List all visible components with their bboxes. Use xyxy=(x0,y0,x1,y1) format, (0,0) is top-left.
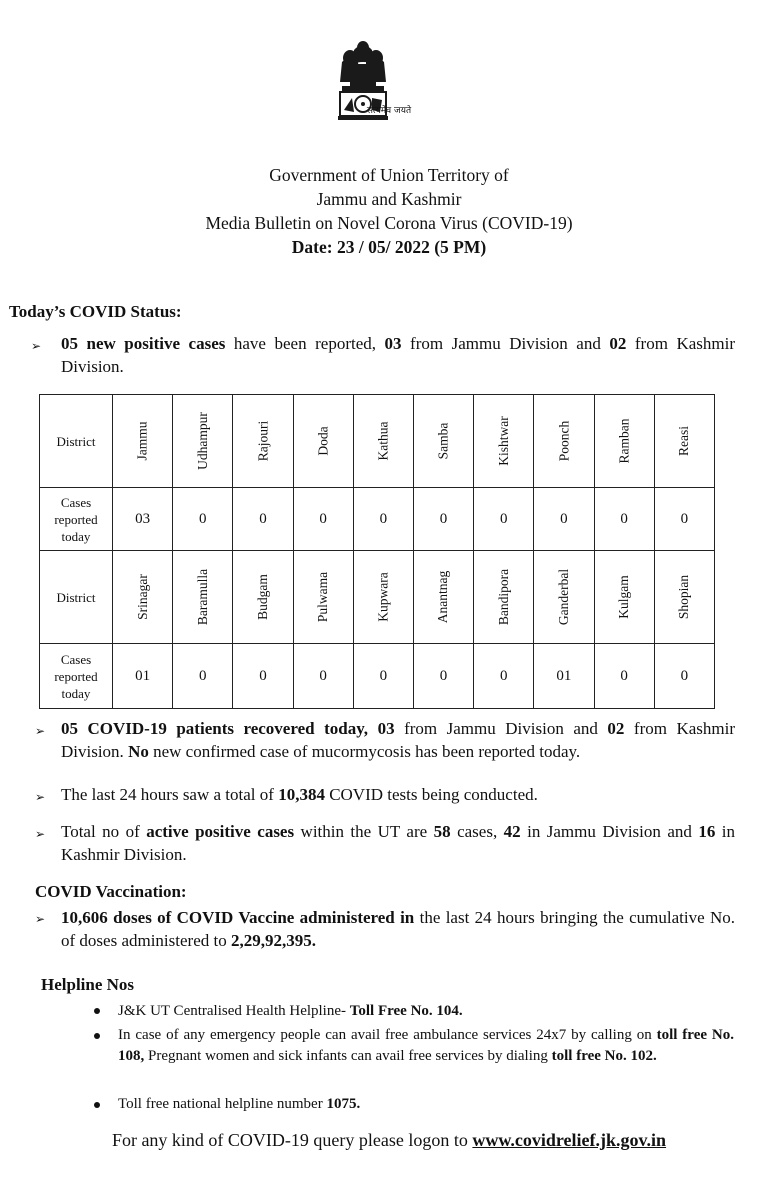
arrow-bullet-icon: ➢ xyxy=(31,339,42,353)
arrow-bullet-icon: ➢ xyxy=(35,827,46,841)
district-cases-table xyxy=(39,394,715,709)
table-row-districts-kashmir xyxy=(40,551,715,644)
case-count: 0 xyxy=(353,488,413,551)
case-count: 0 xyxy=(353,644,413,709)
table-row-cases-kashmir xyxy=(40,644,715,709)
territory-title: Jammu and Kashmir xyxy=(316,189,462,209)
case-count: 0 xyxy=(534,488,594,551)
district-name: Kathua xyxy=(375,421,391,460)
recovered-summary: 05 COVID-19 patients recovered today, 03 from Jammu Division and 02 from Kashmir Division. No new confirmed case of mucormycosis has been reported today. xyxy=(61,719,736,761)
case-count: 0 xyxy=(293,488,353,551)
table-row-cases-jammu xyxy=(40,488,715,551)
cases-label-cell: Cases reported today xyxy=(40,644,113,709)
bulletin-header xyxy=(0,163,778,259)
vaccination-heading: COVID Vaccination: xyxy=(35,882,187,901)
district-label-cell: District xyxy=(40,551,113,644)
case-count: 0 xyxy=(654,488,714,551)
case-count: 0 xyxy=(413,644,473,709)
bullet-dot-icon xyxy=(94,1033,100,1039)
district-name: Kupwara xyxy=(375,571,391,622)
arrow-bullet-icon: ➢ xyxy=(35,724,46,738)
national-emblem xyxy=(324,36,402,154)
vaccination-summary: 10,606 doses of COVID Vaccine administered in the last 24 hours bringing the cumulative No. of doses administered to 2,29,92,395. xyxy=(61,908,735,950)
district-name: Reasi xyxy=(676,425,692,456)
district-name: Rajouri xyxy=(254,420,270,461)
case-count: 0 xyxy=(233,644,293,709)
district-name: Anantnag xyxy=(435,570,451,623)
arrow-bullet-icon: ➢ xyxy=(35,790,46,804)
case-count: 0 xyxy=(413,488,473,551)
bullet-dot-icon xyxy=(94,1008,100,1014)
government-title: Government of Union Territory of xyxy=(269,165,509,185)
case-count: 0 xyxy=(594,644,654,709)
arrow-bullet-icon: ➢ xyxy=(35,912,46,926)
status-heading: Today’s COVID Status: xyxy=(9,302,182,321)
bullet-dot-icon xyxy=(94,1102,100,1108)
bulletin-title: Media Bulletin on Novel Corona Virus (COVID-19) xyxy=(205,213,573,233)
case-count: 01 xyxy=(113,644,173,709)
table-row-districts-jammu xyxy=(40,395,715,488)
ashoka-lion-emblem-icon xyxy=(324,36,402,140)
helpline-item: In case of any emergency people can avail free ambulance services 24x7 by calling on toll free No. 108, Pregnant women and sick infants can avail free services by dialing toll free No. 102. xyxy=(118,1027,734,1064)
case-count: 0 xyxy=(233,488,293,551)
case-count: 03 xyxy=(113,488,173,551)
case-count: 01 xyxy=(534,644,594,709)
cases-label-cell: Cases reported today xyxy=(40,488,113,551)
district-name: Kishtwar xyxy=(495,415,511,466)
new-cases-summary: 05 new positive cases have been reported, 03 from Jammu Division and 02 from Kashmir Division. xyxy=(61,334,735,376)
district-label-cell: District xyxy=(40,395,113,488)
district-name: Pulwama xyxy=(315,571,331,622)
district-name: Baramulla xyxy=(194,568,210,625)
case-count: 0 xyxy=(654,644,714,709)
emblem-motto: सत्यमेव जयते xyxy=(366,106,412,116)
case-count: 0 xyxy=(293,644,353,709)
case-count: 0 xyxy=(594,488,654,551)
case-count: 0 xyxy=(173,644,233,709)
district-name: Samba xyxy=(435,422,451,459)
district-name: Budgam xyxy=(254,573,270,620)
helpline-item: J&K UT Centralised Health Helpline- Toll Free No. 104. xyxy=(118,1003,463,1019)
district-name: Jammu xyxy=(134,421,150,460)
bulletin-date: Date: 23 / 05/ 2022 (5 PM) xyxy=(291,237,487,257)
case-count: 0 xyxy=(173,488,233,551)
case-count: 0 xyxy=(474,488,534,551)
active-cases-summary: Total no of active positive cases within the UT are 58 cases, 42 in Jammu Division and 16 in Kashmir Division. xyxy=(61,822,735,864)
district-name: Kulgam xyxy=(616,574,632,619)
district-name: Doda xyxy=(315,425,331,456)
district-name: Bandipora xyxy=(495,568,511,625)
district-name: Shopian xyxy=(676,574,692,619)
district-name: Srinagar xyxy=(134,573,150,620)
district-name: Ramban xyxy=(616,418,632,463)
tests-summary: The last 24 hours saw a total of 10,384 COVID tests being conducted. xyxy=(61,785,538,804)
helpline-heading: Helpline Nos xyxy=(41,975,135,994)
footer-query-note: For any kind of COVID-19 query please logon to www.covidrelief.jk.gov.in xyxy=(111,1130,667,1150)
district-name: Ganderbal xyxy=(555,568,571,625)
district-name: Poonch xyxy=(555,420,571,461)
district-name: Udhampur xyxy=(194,411,210,470)
case-count: 0 xyxy=(474,644,534,709)
covid-relief-link[interactable]: www.covidrelief.jk.gov.in xyxy=(472,1130,667,1150)
helpline-item: Toll free national helpline number 1075. xyxy=(118,1096,361,1112)
